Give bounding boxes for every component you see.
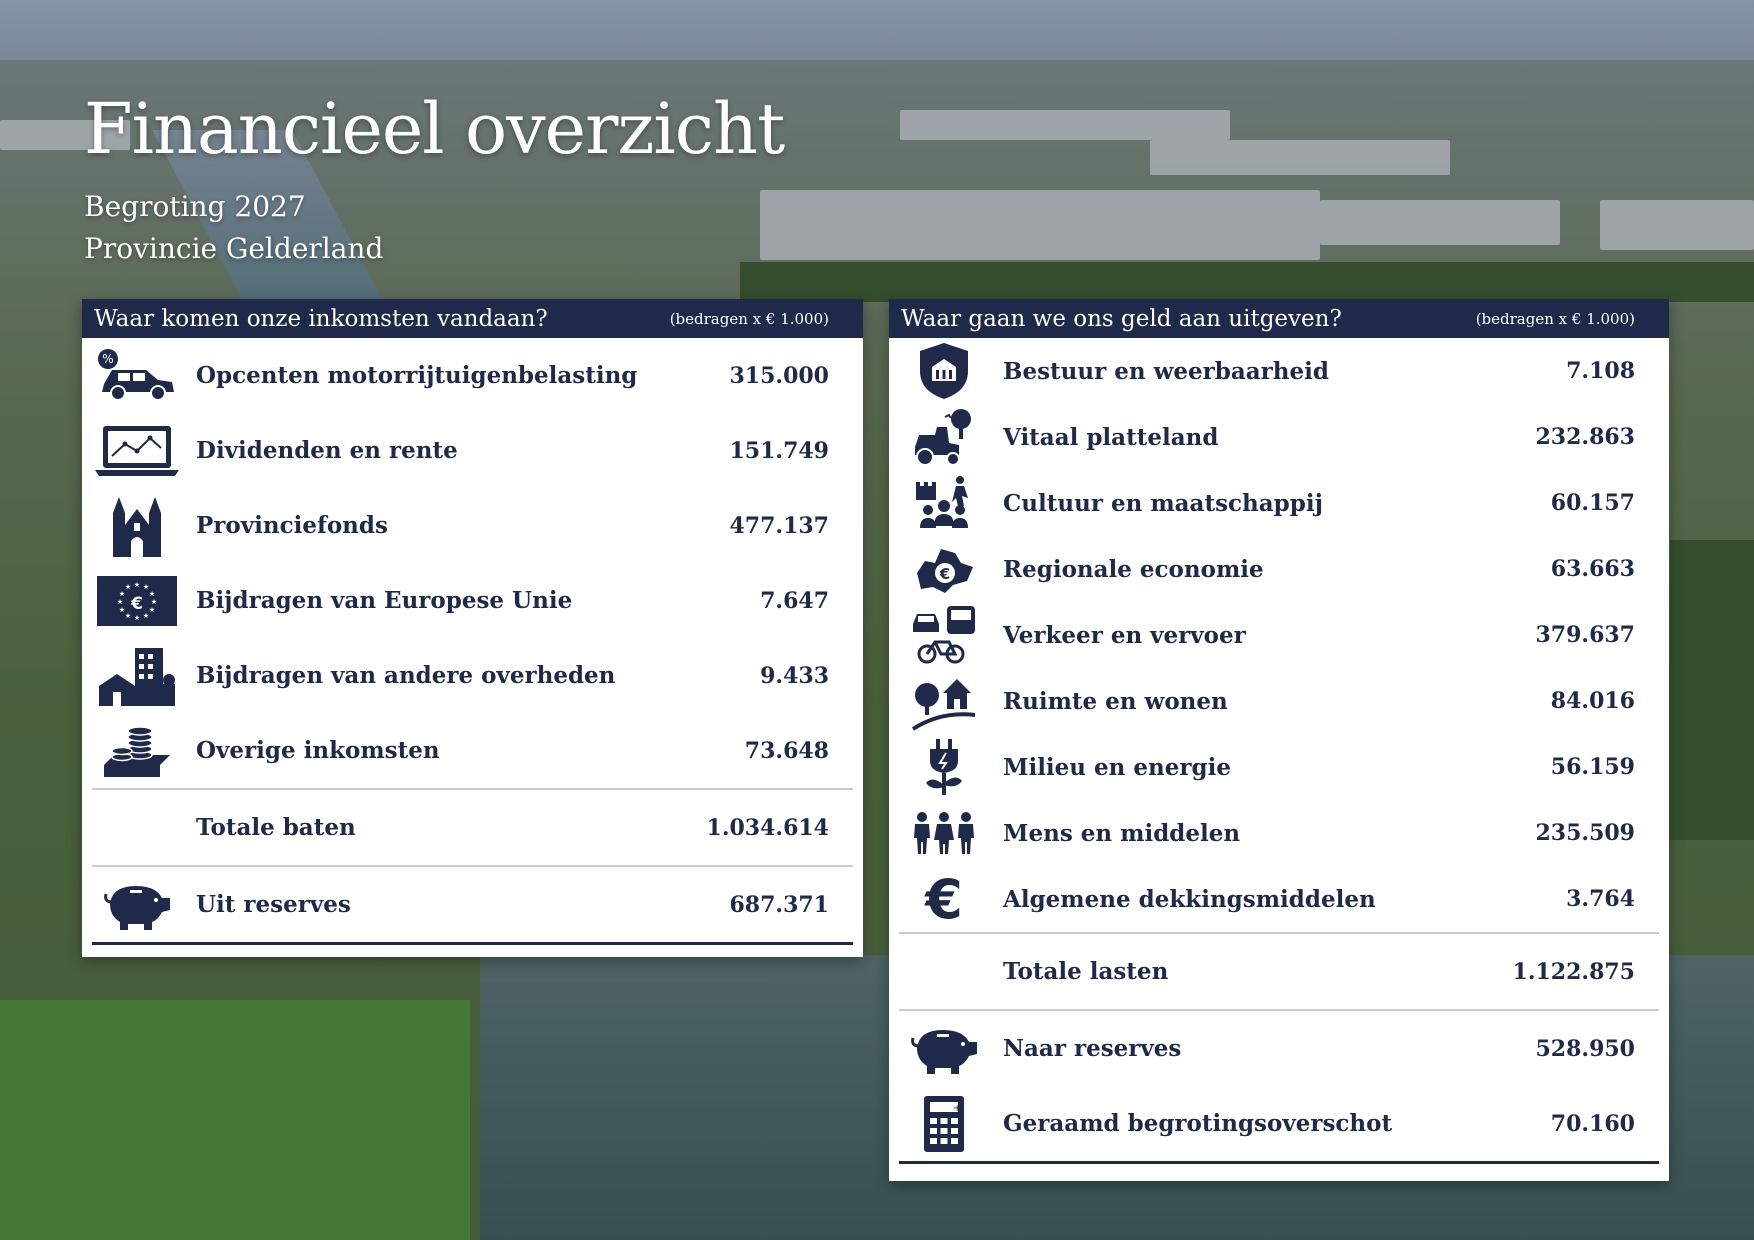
expense-value: 84.016	[1550, 688, 1635, 714]
svg-text:€: €	[131, 593, 143, 614]
income-row	[92, 713, 853, 788]
income-value: 315.000	[729, 362, 829, 389]
svg-text:★: ★	[118, 589, 126, 598]
euro-sign-icon	[899, 866, 989, 932]
expenses-unit-note: (bedragen x € 1.000)	[1475, 309, 1635, 328]
buildings-icon	[92, 638, 182, 713]
expense-row	[899, 338, 1659, 404]
svg-text:★: ★	[148, 605, 156, 614]
page-subtitle	[84, 186, 383, 270]
tractor-tree-icon	[899, 404, 989, 470]
expenses-reserves-label: Naar reserves	[1003, 1035, 1182, 1062]
income-label: Bijdragen van Europese Unie	[196, 587, 573, 614]
expense-value: 60.157	[1550, 490, 1635, 516]
subtitle-year: Begroting 2027	[84, 190, 306, 223]
income-label: Bijdragen van andere overheden	[196, 662, 616, 689]
income-label: Overige inkomsten	[196, 737, 440, 764]
income-heading: Waar komen onze inkomsten vandaan?	[94, 305, 548, 332]
laptop-chart-icon	[92, 413, 182, 488]
shield-building-icon	[899, 338, 989, 404]
expense-label: Ruimte en wonen	[1003, 687, 1228, 715]
expense-value: 63.663	[1550, 556, 1635, 582]
expense-row	[899, 800, 1659, 866]
svg-text:★: ★	[124, 611, 132, 620]
expenses-total-value: 1.122.875	[1512, 958, 1635, 985]
expense-value: 3.764	[1566, 886, 1635, 912]
expense-value: 235.509	[1535, 820, 1635, 846]
expense-label: Cultuur en maatschappij	[1003, 489, 1323, 517]
expense-label: Verkeer en vervoer	[1003, 621, 1246, 649]
income-row	[92, 413, 853, 488]
expense-row	[899, 866, 1659, 932]
income-reserves-row	[92, 867, 853, 942]
svg-text:€: €	[925, 872, 963, 926]
expense-label: Milieu en energie	[1003, 753, 1231, 781]
income-total-row	[92, 790, 853, 865]
income-reserves-label: Uit reserves	[196, 891, 351, 918]
page-title: Financieel overzicht	[84, 88, 785, 170]
expense-row	[899, 404, 1659, 470]
plug-plant-icon	[899, 734, 989, 800]
income-row	[92, 563, 853, 638]
income-label: Dividenden en rente	[196, 437, 458, 464]
svg-text:★: ★	[150, 597, 158, 606]
income-total-label: Totale baten	[196, 814, 356, 841]
region-euro-icon	[899, 536, 989, 602]
income-label: Provinciefonds	[196, 512, 388, 539]
expense-row	[899, 470, 1659, 536]
income-total-value: 1.034.614	[706, 814, 829, 841]
government-building-icon	[92, 488, 182, 563]
expense-label: Mens en middelen	[1003, 819, 1241, 847]
expense-row	[899, 536, 1659, 602]
income-row	[92, 638, 853, 713]
expense-label: Algemene dekkingsmiddelen	[1003, 885, 1376, 913]
income-panel	[82, 299, 863, 957]
svg-text:★: ★	[116, 597, 124, 606]
expenses-surplus-value: 70.160	[1550, 1110, 1635, 1137]
income-unit-note: (bedragen x € 1.000)	[669, 309, 829, 328]
subtitle-organisation: Provincie Gelderland	[84, 232, 384, 265]
expenses-surplus-label: Geraamd begrotingsoverschot	[1003, 1110, 1393, 1137]
income-value: 9.433	[760, 662, 829, 689]
expenses-total-label: Totale lasten	[1003, 958, 1169, 985]
expenses-panel	[889, 299, 1669, 1181]
car-percentage-icon	[92, 338, 182, 413]
income-row	[92, 488, 853, 563]
income-value: 73.648	[744, 737, 829, 764]
tree-house-icon	[899, 668, 989, 734]
svg-text:★: ★	[133, 613, 141, 622]
expenses-reserves-row	[899, 1011, 1659, 1086]
expenses-heading: Waar gaan we ons geld aan uitgeven?	[901, 305, 1342, 332]
income-row	[92, 338, 853, 413]
income-value: 477.137	[729, 512, 829, 539]
piggy-bank-icon	[899, 1011, 989, 1086]
culture-people-icon	[899, 470, 989, 536]
divider	[899, 1161, 1659, 1164]
expense-value: 56.159	[1550, 754, 1635, 780]
svg-text:★: ★	[124, 582, 132, 591]
svg-text:★: ★	[148, 589, 156, 598]
expense-label: Bestuur en weerbaarheid	[1003, 357, 1329, 385]
three-people-icon	[899, 800, 989, 866]
expense-value: 379.637	[1535, 622, 1635, 648]
divider	[92, 942, 853, 945]
svg-text:★: ★	[142, 582, 150, 591]
eu-flag-euro-icon	[92, 563, 182, 638]
income-reserves-value: 687.371	[729, 891, 829, 918]
income-panel-header	[82, 299, 863, 338]
calculator-icon	[899, 1086, 989, 1161]
expense-row	[899, 734, 1659, 800]
income-value: 151.749	[729, 437, 829, 464]
expenses-reserves-value: 528.950	[1535, 1035, 1635, 1062]
income-label: Opcenten motorrijtuigenbelasting	[196, 362, 638, 389]
car-bus-bike-icon	[899, 602, 989, 668]
svg-text:★: ★	[133, 580, 141, 589]
coins-stack-icon	[92, 713, 182, 788]
expense-value: 7.108	[1566, 358, 1635, 384]
svg-text:★: ★	[142, 611, 150, 620]
income-value: 7.647	[760, 587, 829, 614]
expenses-surplus-row	[899, 1086, 1659, 1161]
expense-row	[899, 668, 1659, 734]
svg-text:+: +	[953, 1102, 962, 1114]
piggy-bank-icon	[92, 867, 182, 942]
expense-value: 232.863	[1535, 424, 1635, 450]
svg-text:★: ★	[118, 605, 126, 614]
expenses-panel-header	[889, 299, 1669, 338]
svg-text:€: €	[939, 565, 951, 583]
expense-label: Regionale economie	[1003, 555, 1264, 583]
expenses-total-row	[899, 934, 1659, 1009]
svg-text:%: %	[102, 351, 114, 366]
expense-label: Vitaal platteland	[1003, 423, 1219, 451]
expense-row	[899, 602, 1659, 668]
